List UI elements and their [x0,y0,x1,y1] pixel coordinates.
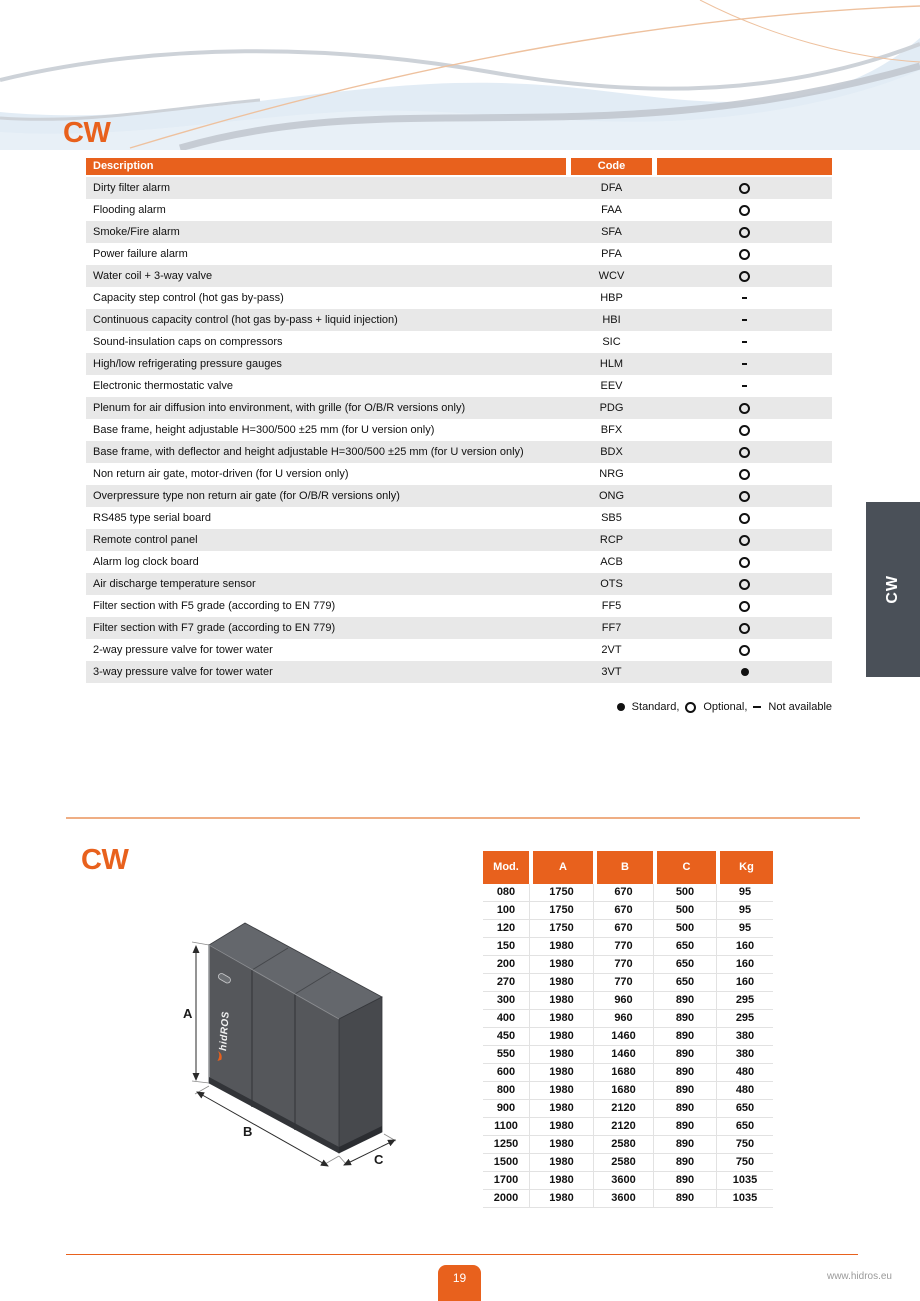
availability-cell [657,573,832,595]
legend-not-available-label: Not available [768,701,832,713]
dims-cell: 2120 [593,1100,653,1118]
table-row [483,974,773,992]
table-row [86,419,832,441]
dims-cell: 650 [716,1100,773,1118]
dims-cell: 890 [653,1082,716,1100]
dims-cell: 890 [653,1064,716,1082]
table-row [86,441,832,463]
not-available-icon [742,319,747,321]
dims-cell: 1980 [529,938,593,956]
availability-cell [657,375,832,397]
dims-cell: 150 [483,938,529,956]
table-row [86,287,832,309]
table-row [483,1136,773,1154]
dims-cell: 200 [483,956,529,974]
dims-cell: 650 [653,938,716,956]
code-cell: PDG [599,402,624,414]
code-cell: DFA [600,182,623,194]
table-row [483,1154,773,1172]
dims-cell: 295 [716,992,773,1010]
optional-icon [739,425,750,436]
dims-cell: 100 [483,902,529,920]
description-cell: Filter section with F7 grade (according to EN 779) [93,622,336,634]
availability-cell [657,551,832,573]
table-row [86,397,832,419]
code-cell: 2VT [601,644,622,656]
description-cell: RS485 type serial board [93,512,212,524]
optional-icon [739,491,750,502]
optional-icon [739,469,750,480]
table-row [86,617,832,639]
availability-cell [657,419,832,441]
dims-cell: 1980 [529,1172,593,1190]
dims-cell: 550 [483,1046,529,1064]
dims-cell: 800 [483,1082,529,1100]
description-cell: Dirty filter alarm [93,182,171,194]
description-cell: Air discharge temperature sensor [93,578,256,590]
optional-icon [739,403,750,414]
dims-cell: 770 [593,938,653,956]
dims-cell: 890 [653,1190,716,1208]
dimensions-table-header [483,851,773,884]
code-cell: FF7 [601,622,622,634]
dims-cell: 380 [716,1046,773,1064]
description-cell: Capacity step control (hot gas by-pass) [93,292,284,304]
dims-cell: 1980 [529,1010,593,1028]
table-row [86,243,832,265]
optional-icon [739,601,750,612]
availability-cell [657,661,832,683]
table-row [86,221,832,243]
dims-cell: 1250 [483,1136,529,1154]
table-row [86,199,832,221]
page-title: CW [63,117,111,149]
optional-icon [739,535,750,546]
code-cell: PFA [601,248,622,260]
table-row [86,331,832,353]
table-row [86,573,832,595]
dims-cell: 900 [483,1100,529,1118]
dims-cell: 160 [716,974,773,992]
dims-cell: 1980 [529,1046,593,1064]
code-cell: BFX [600,424,623,436]
table-row [483,1082,773,1100]
dims-cell: 1980 [529,1028,593,1046]
optional-icon [739,513,750,524]
dims-cell: 300 [483,992,529,1010]
dims-cell: 960 [593,992,653,1010]
dims-cell: 650 [653,974,716,992]
dims-cell: 890 [653,1118,716,1136]
table-row [86,177,832,199]
header-wave-decoration [0,0,920,150]
dims-cell: 1980 [529,992,593,1010]
description-cell: Flooding alarm [93,204,166,216]
optional-icon [739,557,750,568]
dims-cell: 1750 [529,920,593,938]
column-header-code: Code [571,158,652,175]
table-row [86,661,832,683]
dims-cell: 1100 [483,1118,529,1136]
description-cell: Base frame, height adjustable H=300/500 ±25 mm (for U version only) [93,424,435,436]
dims-cell: 480 [716,1064,773,1082]
dims-cell: 1035 [716,1172,773,1190]
table-row [86,375,832,397]
dims-column-header: B [593,851,653,884]
dims-cell: 890 [653,1136,716,1154]
dims-cell: 2580 [593,1154,653,1172]
dims-cell: 1500 [483,1154,529,1172]
dims-cell: 670 [593,920,653,938]
dimension-c-label: C [374,1152,384,1167]
dims-cell: 2580 [593,1136,653,1154]
table-row [86,639,832,661]
table-row [86,485,832,507]
description-cell: Non return air gate, motor-driven (for U version only) [93,468,349,480]
description-cell: Remote control panel [93,534,198,546]
table-row [483,956,773,974]
description-cell: 2-way pressure valve for tower water [93,644,273,656]
optional-icon [739,205,750,216]
footer-divider [66,1254,858,1255]
dims-cell: 600 [483,1064,529,1082]
dims-cell: 890 [653,1172,716,1190]
availability-cell [657,639,832,661]
dims-cell: 890 [653,1100,716,1118]
dimensions-table [483,851,773,1208]
dims-cell: 160 [716,956,773,974]
not-available-icon [753,706,761,708]
code-cell: OTS [600,578,623,590]
optional-icon [739,183,750,194]
code-cell: NRG [599,468,624,480]
brand-logo: hidROS [218,1010,232,1052]
legend-optional-label: Optional, [703,701,748,713]
dims-cell: 1460 [593,1028,653,1046]
code-cell: 3VT [601,666,622,678]
page-number-badge [438,1265,481,1301]
code-cell: SIC [602,336,621,348]
dims-cell: 95 [716,920,773,938]
description-cell: Continuous capacity control (hot gas by-pass + liquid injection) [93,314,398,326]
table-row [483,1118,773,1136]
dims-cell: 1750 [529,884,593,902]
optional-icon [739,447,750,458]
dims-cell: 2120 [593,1118,653,1136]
availability-cell [657,199,832,221]
dims-cell: 1700 [483,1172,529,1190]
code-cell: WCV [598,270,625,282]
table-row [86,309,832,331]
dims-cell: 1980 [529,1190,593,1208]
table-row [86,551,832,573]
table-row [483,884,773,902]
dims-cell: 95 [716,902,773,920]
code-cell: BDX [600,446,623,458]
not-available-icon [742,297,747,299]
availability-cell [657,243,832,265]
availability-cell [657,221,832,243]
table-row [86,265,832,287]
column-header-availability [657,158,832,175]
standard-icon [741,668,749,676]
code-cell: ACB [600,556,623,568]
availability-cell [657,309,832,331]
dims-cell: 1980 [529,1064,593,1082]
dims-cell: 1750 [529,902,593,920]
not-available-icon [742,385,747,387]
code-cell: FAA [601,204,622,216]
dims-cell: 500 [653,884,716,902]
side-tab [866,502,920,677]
availability-cell [657,617,832,639]
dims-cell: 380 [716,1028,773,1046]
optional-icon [685,702,696,713]
dims-cell: 650 [653,956,716,974]
unit-illustration [209,923,382,1153]
dims-cell: 1980 [529,1136,593,1154]
dims-cell: 3600 [593,1190,653,1208]
dims-cell: 500 [653,902,716,920]
accessories-table-body [86,177,832,683]
dims-column-header: Kg [716,851,773,884]
dims-cell: 1980 [529,1082,593,1100]
legend-standard-label: Standard, [631,701,680,713]
table-row [86,353,832,375]
description-cell: Filter section with F5 grade (according to EN 779) [93,600,336,612]
description-cell: 3-way pressure valve for tower water [93,666,273,678]
availability-cell [657,265,832,287]
availability-cell [657,353,832,375]
dims-cell: 450 [483,1028,529,1046]
availability-legend [86,701,832,713]
availability-cell [657,177,832,199]
dims-cell: 1980 [529,1100,593,1118]
standard-icon [617,703,625,711]
code-cell: HBI [602,314,621,326]
table-row [483,902,773,920]
optional-icon [739,249,750,260]
table-row [483,920,773,938]
dims-cell: 890 [653,1028,716,1046]
website-url: www.hidros.eu [826,1271,892,1282]
dims-cell: 160 [716,938,773,956]
column-header-description: Description [86,158,566,175]
dims-cell: 1980 [529,956,593,974]
dims-cell: 890 [653,1010,716,1028]
dims-cell: 890 [653,1154,716,1172]
dimensions-table-body [483,884,773,1208]
dims-cell: 670 [593,884,653,902]
description-cell: Power failure alarm [93,248,188,260]
dims-cell: 750 [716,1154,773,1172]
dims-cell: 750 [716,1136,773,1154]
dims-cell: 770 [593,974,653,992]
dims-cell: 890 [653,992,716,1010]
availability-cell [657,485,832,507]
optional-icon [739,271,750,282]
availability-cell [657,595,832,617]
dims-cell: 1980 [529,1118,593,1136]
table-row [483,1046,773,1064]
unit-dimensions-diagram [180,915,480,1215]
dims-cell: 480 [716,1082,773,1100]
accessories-table [86,158,832,683]
description-cell: Water coil + 3-way valve [93,270,213,282]
dims-column-header: A [529,851,593,884]
dims-cell: 670 [593,902,653,920]
dims-cell: 080 [483,884,529,902]
dimension-a-label: A [183,1006,193,1021]
dims-cell: 295 [716,1010,773,1028]
table-row [483,938,773,956]
description-cell: Base frame, with deflector and height adjustable H=300/500 ±25 mm (for U version only) [93,446,524,458]
table-row [483,1172,773,1190]
table-row [483,1100,773,1118]
code-cell: ONG [598,490,625,502]
dims-cell: 3600 [593,1172,653,1190]
optional-icon [739,579,750,590]
dims-cell: 650 [716,1118,773,1136]
optional-icon [739,227,750,238]
dims-cell: 400 [483,1010,529,1028]
section-divider [66,817,860,819]
table-row [483,1010,773,1028]
optional-icon [739,623,750,634]
availability-cell [657,463,832,485]
code-cell: RCP [599,534,624,546]
page-number: 19 [452,1271,467,1285]
description-cell: Alarm log clock board [93,556,199,568]
dims-column-header: Mod. [483,851,529,884]
table-row [86,463,832,485]
code-cell: EEV [600,380,623,392]
dims-cell: 2000 [483,1190,529,1208]
description-cell: High/low refrigerating pressure gauges [93,358,282,370]
dims-cell: 500 [653,920,716,938]
dims-cell: 960 [593,1010,653,1028]
code-cell: SFA [601,226,622,238]
availability-cell [657,287,832,309]
dims-cell: 1035 [716,1190,773,1208]
dims-column-header: C [653,851,716,884]
not-available-icon [742,341,747,343]
dimensions-section-title: CW [81,844,129,876]
availability-cell [657,331,832,353]
availability-cell [657,397,832,419]
availability-cell [657,529,832,551]
code-cell: HLM [599,358,624,370]
not-available-icon [742,363,747,365]
accessories-table-header [86,158,832,175]
availability-cell [657,507,832,529]
availability-cell [657,441,832,463]
table-row [483,992,773,1010]
optional-icon [739,645,750,656]
dimension-b-label: B [243,1124,253,1139]
dims-cell: 1980 [529,974,593,992]
dims-cell: 1680 [593,1064,653,1082]
table-row [86,595,832,617]
table-row [86,507,832,529]
table-row [86,529,832,551]
dims-cell: 120 [483,920,529,938]
description-cell: Smoke/Fire alarm [93,226,180,238]
dims-cell: 1680 [593,1082,653,1100]
code-cell: SB5 [601,512,622,524]
description-cell: Sound-insulation caps on compressors [93,336,283,348]
description-cell: Overpressure type non return air gate (for O/B/R versions only) [93,490,400,502]
table-row [483,1190,773,1208]
dims-cell: 1460 [593,1046,653,1064]
dims-cell: 770 [593,956,653,974]
dims-cell: 890 [653,1046,716,1064]
side-tab-label: CW [884,575,901,604]
dims-cell: 1980 [529,1154,593,1172]
description-cell: Electronic thermostatic valve [93,380,233,392]
code-cell: HBP [600,292,623,304]
table-row [483,1064,773,1082]
description-cell: Plenum for air diffusion into environment, with grille (for O/B/R versions only) [93,402,466,414]
dims-cell: 95 [716,884,773,902]
code-cell: FF5 [601,600,622,612]
dims-cell: 270 [483,974,529,992]
table-row [483,1028,773,1046]
